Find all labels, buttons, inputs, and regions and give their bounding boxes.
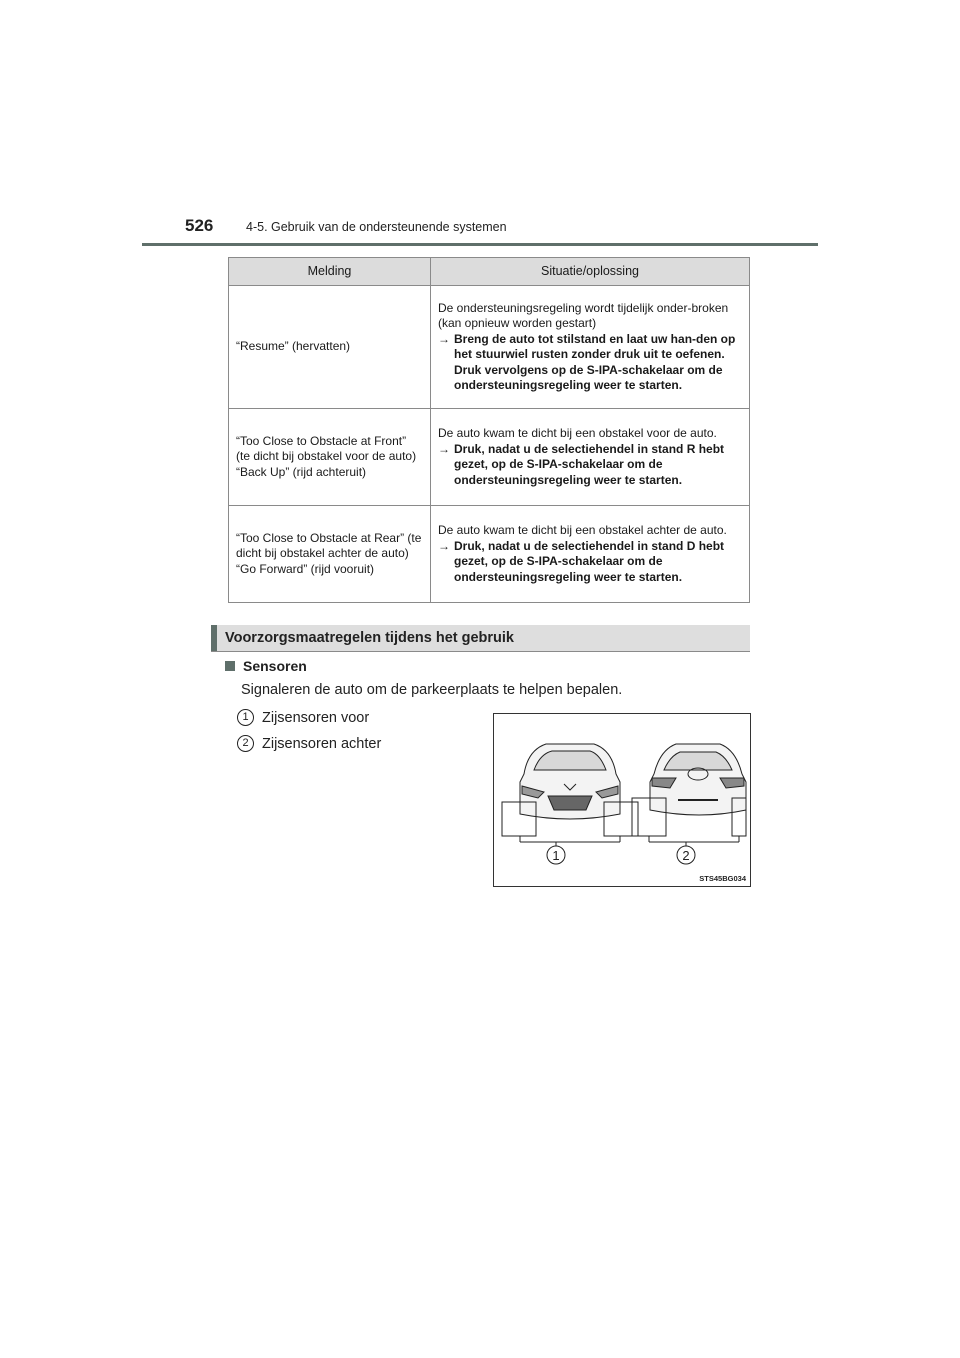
page-number: 526 <box>185 216 214 235</box>
sensoren-heading-text: Sensoren <box>243 658 307 674</box>
car-front-view <box>520 744 620 819</box>
table-row <box>229 409 750 506</box>
square-bullet-icon <box>225 661 235 671</box>
sensoren-description: Signaleren de auto om de parkeerplaats te helpen bepalen. <box>241 682 623 698</box>
col-header-situatie: Situatie/oplossing <box>431 258 750 286</box>
callout-number-icon: 2 <box>237 735 254 752</box>
action-line <box>438 332 742 394</box>
table-row <box>229 286 750 409</box>
header-rule <box>142 243 818 246</box>
subsection-accent <box>211 625 217 651</box>
leader-lines <box>520 836 739 846</box>
list-item-label: Zijsensoren voor <box>262 709 370 726</box>
callout-2-label: 2 <box>682 848 690 863</box>
situatie-cell <box>431 409 750 506</box>
arrow-right-icon: → <box>438 331 450 346</box>
sensor-figure <box>493 713 751 887</box>
situatie-text: De auto kwam te dicht bij een obstakel achter de auto. <box>438 523 727 537</box>
melding-text: “Back Up” (rijd achteruit) <box>236 464 367 479</box>
melding-text: “Go Forward” (rijd vooruit) <box>236 561 375 576</box>
list-item <box>237 709 369 726</box>
situatie-cell <box>431 286 750 409</box>
car-illustration <box>494 714 750 886</box>
arrow-right-icon: → <box>438 441 450 456</box>
subsection-title: Voorzorgsmaatregelen tijdens het gebruik <box>225 630 514 646</box>
action-text: Druk, nadat u de selectiehendel in stand R hebt gezet, op de S-IPA-schakelaar om de ondersteuningsregeling weer te starten. <box>454 441 725 487</box>
melding-cell <box>229 409 431 506</box>
melding-cell <box>229 286 431 409</box>
callout-number-icon: 1 <box>237 709 254 726</box>
arrow-right-icon: → <box>438 538 450 553</box>
sensoren-heading <box>225 658 307 674</box>
subsection-bar <box>211 625 750 652</box>
message-table <box>228 257 750 603</box>
action-line <box>438 539 742 586</box>
melding-text: “Resume” (hervatten) <box>236 339 351 354</box>
action-text: Druk, nadat u de selectiehendel in stand D hebt gezet, op de S-IPA-schakelaar om de ondersteuningsregeling weer te starten. <box>454 538 725 584</box>
situatie-text: De ondersteuningsregeling wordt tijdelijk onder-broken (kan opnieuw worden gestart) <box>438 300 729 330</box>
table-header-row <box>229 258 750 286</box>
action-text: Breng de auto tot stilstand en laat uw han-den op het stuurwiel rusten zonder druk uit te oefenen. Druk vervolgens op de S-IPA-schakelaar om de ondersteuningsregeling weer te starten. <box>454 331 736 392</box>
col-header-melding: Melding <box>229 258 431 286</box>
list-item-label: Zijsensoren achter <box>262 735 382 752</box>
melding-text: “Too Close to Obstacle at Rear” (te dicht bij obstakel achter de auto) <box>236 530 422 561</box>
table-row <box>229 506 750 603</box>
situatie-cell <box>431 506 750 603</box>
callout-1-label: 1 <box>552 848 560 863</box>
section-title: 4-5. Gebruik van de ondersteunende systemen <box>246 220 507 234</box>
melding-cell <box>229 506 431 603</box>
action-line <box>438 442 742 489</box>
figure-code: STS45BG034 <box>699 874 746 883</box>
melding-text: “Too Close to Obstacle at Front” (te dicht bij obstakel voor de auto) <box>236 433 417 464</box>
situatie-text: De auto kwam te dicht bij een obstakel voor de auto. <box>438 426 717 440</box>
list-item <box>237 735 381 752</box>
